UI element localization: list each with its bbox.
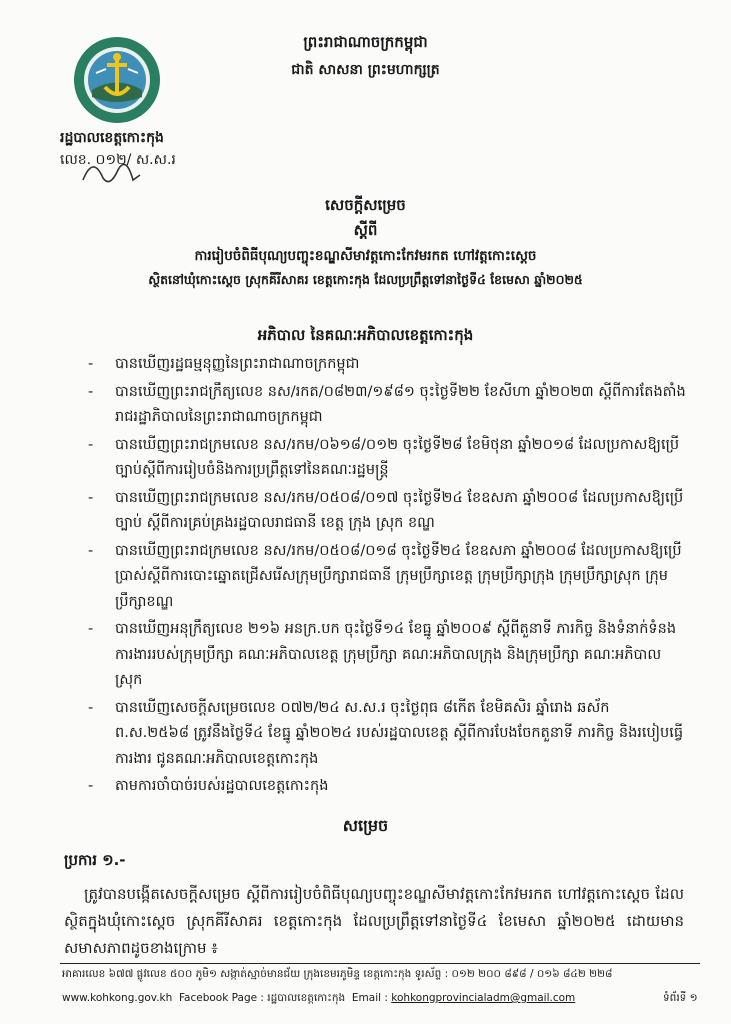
signature-icon	[78, 150, 148, 190]
title-subject-line1: ការរៀបចំពិធីបុណ្យបញ្ចុះខណ្ឌសីមាវត្តកោះកែវមរកត ហៅវត្តកោះស្ដេច	[194, 248, 537, 264]
page-number: ទំព័រទី ១	[663, 992, 698, 1004]
list-item: - បានឃើញរដ្ឋធម្មនុញ្ញនៃព្រះរាជាណាចក្រកម្ពុជា	[88, 352, 688, 378]
article-body: ត្រូវបានបង្កើតសេចក្តីសម្រេច ស្តីពីការរៀបចំពិធីបុណ្យបញ្ចុះខណ្ឌសីមាវត្តកោះកែវមរកត ហៅវត្តកោះស្ដេច ដែលស្ថិតក្នុងឃុំកោះស្ដេច ស្រុកគីរីសាគរ ខេត្តកោះកុង ដែលប្រព្រឹត្តទៅនាថ្ងៃទី៤ ខែមេសា ឆ្នាំ២០២៥ ដោយមានសមាសភាពដូចខាងក្រោម ៖	[64, 885, 684, 957]
reference-number: លេខ. ០១២/ ស.ស.រ	[60, 152, 176, 168]
footer-contacts	[62, 992, 575, 1007]
decision-title: សេចក្តីសម្រេច	[325, 196, 406, 214]
bullet-marker: -	[88, 489, 94, 506]
bullet-marker: -	[88, 383, 94, 400]
email-label: Email :	[351, 992, 388, 1004]
decision-heading: សម្រេច	[342, 816, 389, 835]
facebook-label: Facebook Page :	[178, 992, 264, 1004]
considerations-list	[88, 352, 688, 802]
authority-heading: អភិបាល នៃគណៈអភិបាលខេត្តកោះកុង	[257, 326, 474, 344]
website-link[interactable]: www.kohkong.gov.kh	[62, 992, 173, 1004]
issuing-authority: រដ្ឋបាលខេត្តកោះកុង	[60, 130, 164, 146]
list-item: - បានឃើញព្រះរាជក្រមលេខ នស/រកម/០៥០៨/០១៧ ចុះថ្ងៃទី២៤ ខែឧសភា ឆ្នាំ២០០៨ ដែលប្រកាសឱ្យប្រើច្បាប់ ស្តីពីការគ្រប់គ្រងរដ្ឋបាលរាជធានី ខេត្ត ក្រុង ស្រុក ខណ្ឌ	[88, 486, 688, 537]
list-item: - បានឃើញព្រះរាជក្រមលេខ នស/រកម/០៦១៨/០១២ ចុះថ្ងៃទី២៨ ខែមិថុនា ឆ្នាំ២០១៨ ដែលប្រកាសឱ្យប្រើច្បាប់ស្តីពីការរៀបចំនិងការប្រព្រឹត្តទៅនៃគណៈរដ្ឋមន្ត្រី	[88, 433, 688, 484]
bullet-marker: -	[88, 436, 94, 453]
bullet-marker: -	[88, 778, 94, 794]
list-item: - បានឃើញសេចក្តីសម្រេចលេខ ០៧២/២៤ ស.ស.រ ចុះថ្ងៃពុធ ៨កើត ខែមិគសិរ ឆ្នាំរោង ឆស័ក ព.ស.២៥៦៨ ត្រូវនឹងថ្ងៃទី៤ ខែធ្នូ ឆ្នាំ២០២៤ របស់រដ្ឋបាលខេត្ត ស្តីពីការបែងចែកតួនាទី ភារកិច្ច និងរបៀបធ្វើការងារ ជូនគណៈអភិបាលខេត្តកោះកុង	[88, 696, 688, 773]
footer-address: អាគារលេខ ៦៧៧ ផ្លូវលេខ ៥០០ ភូមិ១ សង្កាត់ស្មាច់មានជ័យ ក្រុងខេមរភូមិន្ទ ខេត្តកោះកុង ទូរស័ព្ទ : ០១២ ២០០ ៨៩៨ / ០១៦ ៨៤២ ២២៨	[62, 968, 613, 980]
national-motto: ជាតិ សាសនា ព្រះមហាក្សត្រ	[291, 62, 440, 78]
list-item: - បានឃើញអនុក្រឹត្យលេខ ២១៦ អនក្រ.បក ចុះថ្ងៃទី១៤ ខែធ្នូ ឆ្នាំ២០០៩ ស្តីពីតួនាទី ភារកិច្ច និងទំនាក់ទំនងការងាររបស់ក្រុមប្រឹក្សា គណៈអភិបាលខេត្ត ក្រុមប្រឹក្សា គណៈអភិបាលក្រុង និងក្រុមប្រឹក្សា គណៈអភិបាលស្រុក	[88, 617, 688, 694]
bullet-marker: -	[88, 542, 94, 559]
bullet-marker: -	[88, 699, 94, 716]
email-link[interactable]: kohkongprovincialadm@gmail.com	[391, 992, 576, 1004]
list-item: - បានឃើញព្រះរាជក្រឹត្យលេខ នស/រកត/០៨២៣/១៩៨១ ចុះថ្ងៃទី២២ ខែសីហា ឆ្នាំ២០២៣ ស្តីពីការតែងតាំងរាជរដ្ឋាភិបាលនៃព្រះរាជាណាចក្រកម្ពុជា	[88, 380, 688, 431]
bullet-marker: -	[88, 621, 94, 637]
kingdom-heading: ព្រះរាជាណាចក្រកម្ពុជា	[303, 33, 428, 51]
list-item: - បានឃើញព្រះរាជក្រមលេខ នស/រកម/០៥០៨/០១៨ ចុះថ្ងៃទី២៤ ខែឧសភា ឆ្នាំ២០០៨ ដែលប្រកាសឱ្យប្រើប្រាស់ស្តីពីការបោះឆ្នោតជ្រើសរើសក្រុមប្រឹក្សារាជធានី ក្រុមប្រឹក្សាខេត្ត ក្រុមប្រឹក្សាក្រុង ក្រុមប្រឹក្សាស្រុក ក្រុមប្រឹក្សាខណ្ឌ	[88, 539, 688, 616]
facebook-page-link[interactable]: រដ្ឋបាលខេត្តកោះកុង	[267, 992, 346, 1004]
bullet-marker: -	[88, 356, 94, 372]
list-item: - តាមការចាំបាច់របស់រដ្ឋបាលខេត្តកោះកុង	[88, 774, 688, 800]
title-subject-label: ស្តីពី	[353, 221, 378, 239]
title-subject-line2: ស្ថិតនៅឃុំកោះស្ដេច ស្រុកគីរីសាគរ ខេត្តកោះកុង ដែលប្រព្រឹត្តទៅនាថ្ងៃទី៤ ខែមេសា ឆ្នាំ២០២៥	[148, 272, 583, 287]
article-label: ប្រការ ១.-	[64, 851, 126, 869]
footer-divider	[60, 963, 700, 964]
